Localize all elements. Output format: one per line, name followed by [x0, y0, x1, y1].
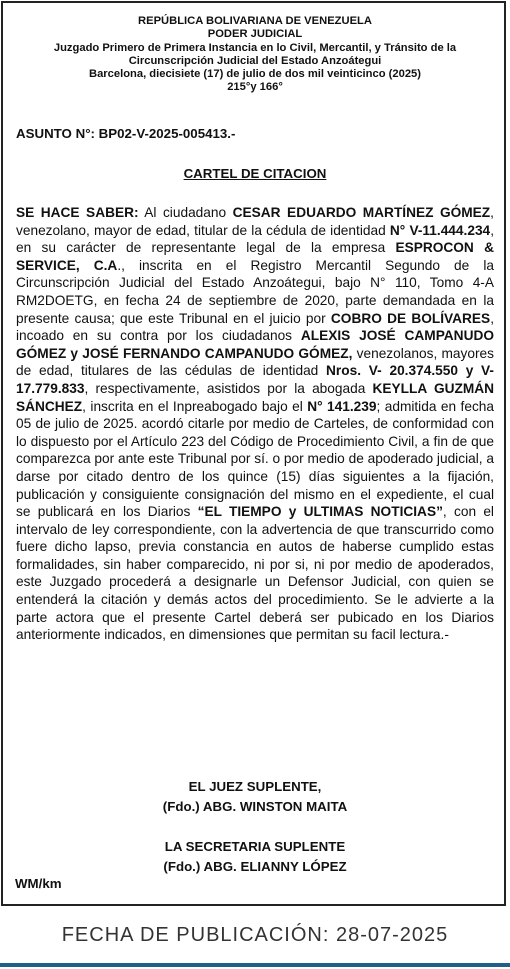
- header-country: REPÚBLICA BOLIVARIANA DE VENEZUELA: [138, 15, 372, 27]
- body-bold: Nros. V- 20.374.550 y V-17.779.833: [16, 363, 494, 396]
- body-bold: N° V-11.444.234: [389, 222, 491, 238]
- body-text: Al ciudadano: [138, 205, 233, 220]
- body-bold: N° 141.239: [307, 398, 377, 414]
- secretary-name: (Fdo.) ABG. ELIANNY LÓPEZ: [163, 859, 347, 874]
- body-bold: CESAR EDUARDO MARTÍNEZ GÓMEZ: [232, 205, 491, 220]
- case-number: ASUNTO N°: BP02-V-2025-005413.-: [16, 126, 236, 141]
- court-header: [10, 15, 500, 95]
- header-years: 215°y 166°: [227, 81, 283, 94]
- notice-body: [16, 204, 494, 644]
- body-text: , con el intervalo de ley correspondiente, con la advertencia de que transcurrido como fuere dicho lapso, previa constancia en autos de haberse cumplido estas formalidades, sin haber comparecido, ni por si, ni por medio de apoderados, este Juzgado procederá a designarle un Defensor Judicial, con quien se entenderá la citación y demás actos del procedimiento. Se le advierte a la parte actora que el presente Cartel deberá ser pubicado en los Diarios anteriormente indicados, en dimensiones que permitan su facil lectura.-: [16, 504, 494, 643]
- typist-initials: WM/km: [15, 876, 62, 891]
- footer-rule: [0, 963, 510, 967]
- body-bold: KEYLLA GUZMÁN SÁNCHEZ: [16, 380, 495, 414]
- body-text: , en su carácter de representante legal de la empresa: [16, 222, 494, 256]
- body-text: , incoado en su contra por los ciudadanos: [16, 310, 494, 344]
- body-bold: COBRO DE BOLÍVARES: [330, 310, 491, 326]
- judge-title: EL JUEZ SUPLENTE,: [188, 779, 322, 794]
- secretary-signature: [0, 837, 510, 877]
- header-date: Barcelona, diecisiete (17) de julio de dos mil veinticinco (2025): [88, 68, 421, 81]
- header-branch: PODER JUDICIAL: [207, 28, 303, 41]
- judge-name: (Fdo.) ABG. WINSTON MAITA: [162, 799, 348, 814]
- header-jurisdiction: Circunscripción Judicial del Estado Anzoátegui: [128, 54, 382, 67]
- body-bold: ESPROCON & SERVICE, C.A: [16, 240, 494, 273]
- body-bold: “EL TIEMPO y ULTIMAS NOTICIAS”: [197, 504, 443, 520]
- body-bold: SE HACE SABER:: [16, 205, 139, 220]
- publication-date: FECHA DE PUBLICACIÓN: 28-07-2025: [61, 924, 449, 946]
- header-court: Juzgado Primero de Primera Instancia en lo Civil, Mercantil, y Tránsito de la: [53, 41, 457, 54]
- body-text: , venezolano, mayor de edad, titular de la cédula de identidad: [16, 205, 494, 238]
- body-text: venezolanos, mayores de edad, titulares de las cédulas de identidad: [16, 345, 494, 379]
- judge-signature: [0, 777, 510, 817]
- body-text: ., inscrita en el Registro Mercantil Segundo de la Circunscripción Judicial del Estado Anzoátegui, bajo N° 110, Tomo 4-A RM2DOETG, en fecha 24 de septiembre de 2020, parte demandada en la presente causa; que este Tribunal en el juicio por: [16, 257, 494, 326]
- secretary-title: LA SECRETARIA SUPLENTE: [164, 839, 346, 854]
- body-text: ; admitida en fecha 05 de julio de 2025. acordó citarle por medio de Carteles, de conformidad con lo dispuesto por el Artículo 223 del Código de Procedimiento Civil, a fin de que comparezca por ante este Tribunal por sí. o por medio de apoderado judicial, a darse por citado dentro de los quince (15) días siguientes a la fijación, publicación y consiguiente consignación del mismo en el expediente, el cual se publicará en los Diarios: [16, 398, 495, 520]
- document-title: CARTEL DE CITACION: [183, 166, 327, 181]
- body-text: , inscrita en el Inpreabogado bajo el: [82, 398, 308, 414]
- body-bold: ALEXIS JOSÉ CAMPANUDO GÓMEZ y JOSÉ FERNANDO CAMPANUDO GÓMEZ,: [16, 328, 494, 361]
- body-text: , respectivamente, asistidos por la abogada: [84, 380, 373, 396]
